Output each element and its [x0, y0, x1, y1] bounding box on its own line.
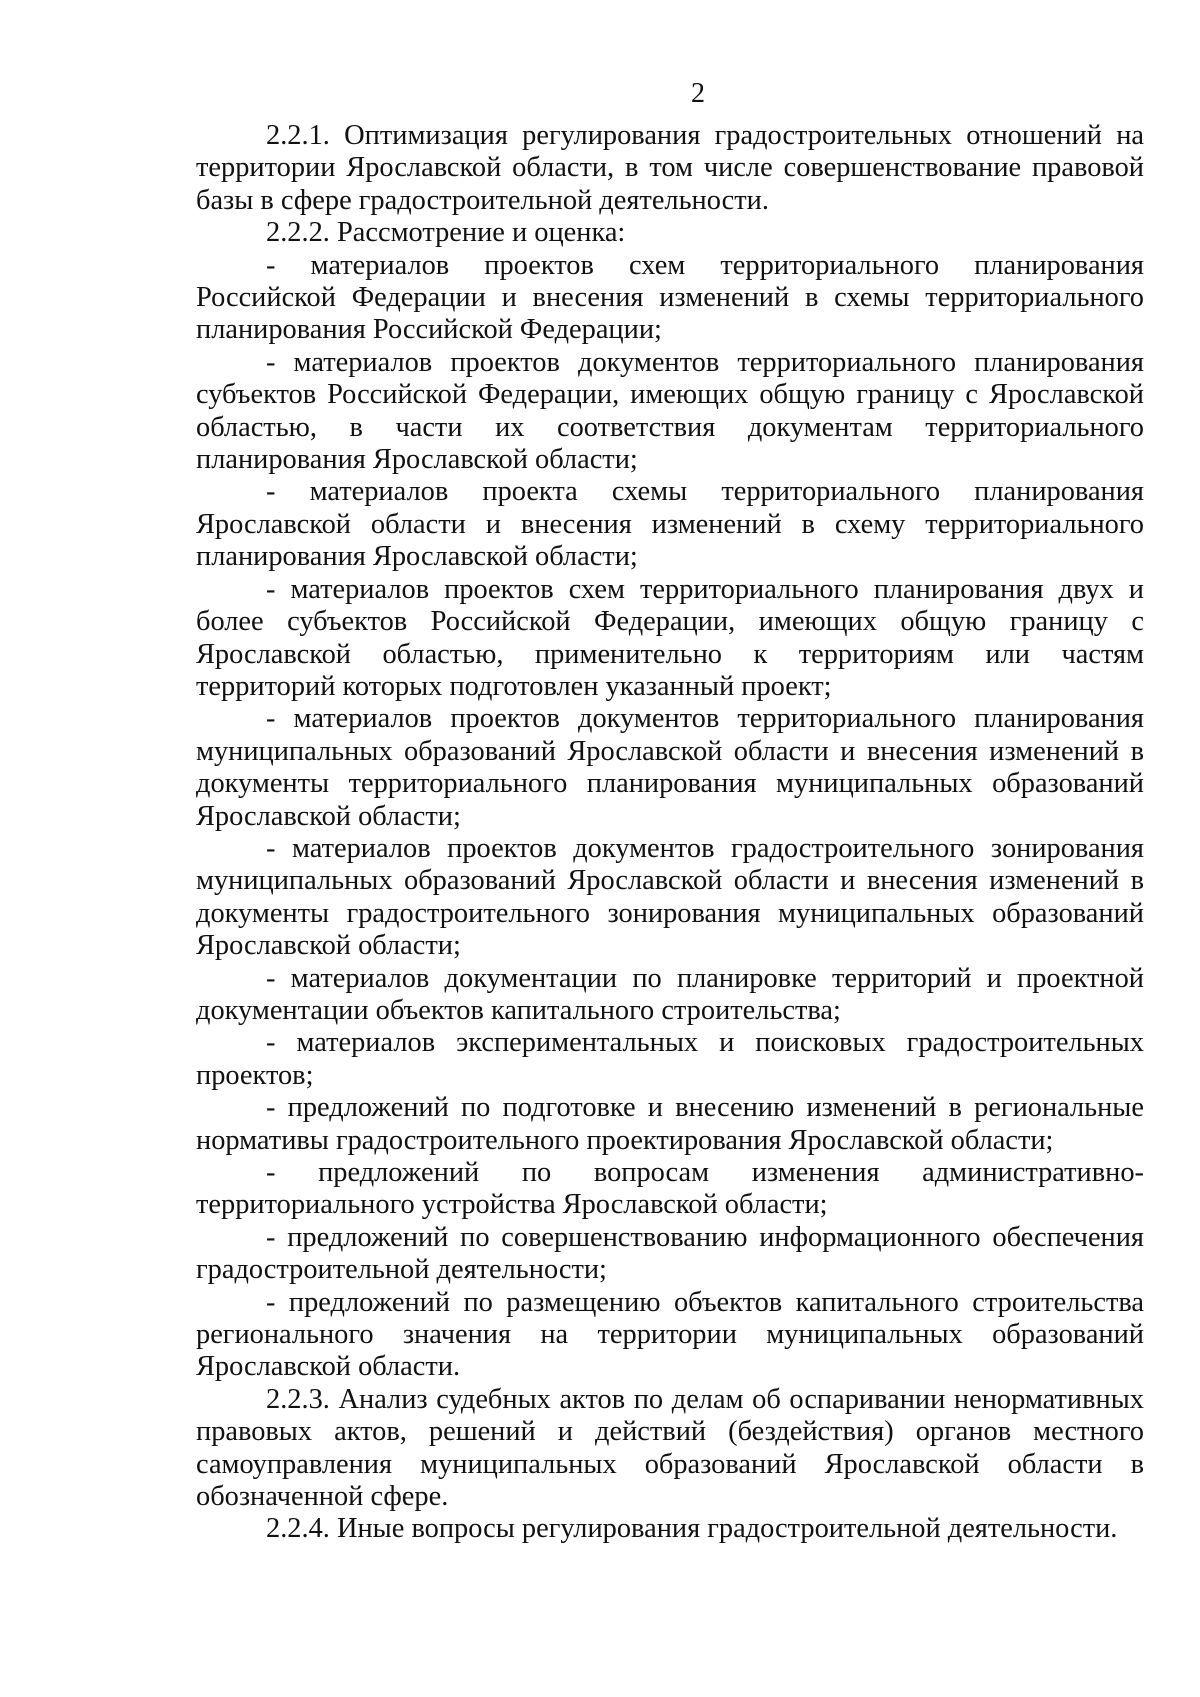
list-item-two-subjects-schemes: - материалов проектов схем территориального планирования двух и более субъектов Российской Федерации, имеющих общую границу с Ярославской областью, применительно к территориям или частям территорий которых подготовлен указанный проект; [196, 573, 1144, 702]
list-item-capital-construction: - предложений по размещению объектов капитального строительства регионального значения на территории муниципальных образований Ярославской области. [196, 1286, 1144, 1383]
paragraph-2-2-1: 2.2.1. Оптимизация регулирования градостроительных отношений на территории Ярославской области, в том числе совершенствование правовой базы в сфере градостроительной деятельности. [196, 120, 1144, 216]
paragraph-2-2-4: 2.2.4. Иные вопросы регулирования градостроительной деятельности. [266, 1513, 1118, 1545]
list-item-administrative-territorial: - предложений по вопросам изменения административно-территориального устройства Ярославской области; [196, 1157, 1144, 1221]
paragraph-2-2-2: 2.2.2. Рассмотрение и оценка: [266, 217, 626, 249]
document-body [196, 120, 1144, 1546]
list-item-municipal-zoning-documents: - материалов проектов документов градостроительного зонирования муниципальных образований Ярославской области и внесения изменений в документы градостроительного зонирования муниципальных образований Ярославской области; [196, 832, 1144, 962]
list-item-information-support: - предложений по совершенствованию информационного обеспечения градостроительной деятельности; [196, 1221, 1144, 1286]
paragraph-2-2-3: 2.2.3. Анализ судебных актов по делам об оспаривании ненормативных правовых актов, решений и действий (бездействия) органов местного самоуправления муниципальных образований Ярославской области в обозначенной сфере. [196, 1383, 1144, 1513]
list-item-rf-territorial-schemes: - материалов проектов схем территориального планирования Российской Федерации и внесения изменений в схемы территориального планирования Российской Федерации; [196, 249, 1144, 346]
list-item-regional-standards: - предложений по подготовке и внесению изменений в региональные нормативы градостроительного проектирования Ярославской области; [196, 1092, 1144, 1156]
page-number [0, 78, 1200, 110]
list-item-yaroslavl-territorial-scheme: - материалов проекта схемы территориального планирования Ярославской области и внесения изменений в схему территориального планирования Ярославской области; [196, 476, 1144, 573]
list-item-planning-documentation: - материалов документации по планировке территорий и проектной документации объектов капитального строительства; [196, 962, 1144, 1026]
list-item-municipal-territorial-documents: - материалов проектов документов территориального планирования муниципальных образований Ярославской области и внесения изменений в документы территориального планирования муниципальных образований Ярославской области; [196, 703, 1144, 832]
page-number-text: 2 [691, 78, 705, 109]
list-item-subjects-territorial-documents: - материалов проектов документов территориального планирования субъектов Российской Федерации, имеющих общую границу с Ярославской областью, в части их соответствия документам территориального планирования Ярославской области; [196, 346, 1144, 476]
list-item-experimental-projects: - материалов экспериментальных и поисковых градостроительных проектов; [196, 1027, 1144, 1091]
